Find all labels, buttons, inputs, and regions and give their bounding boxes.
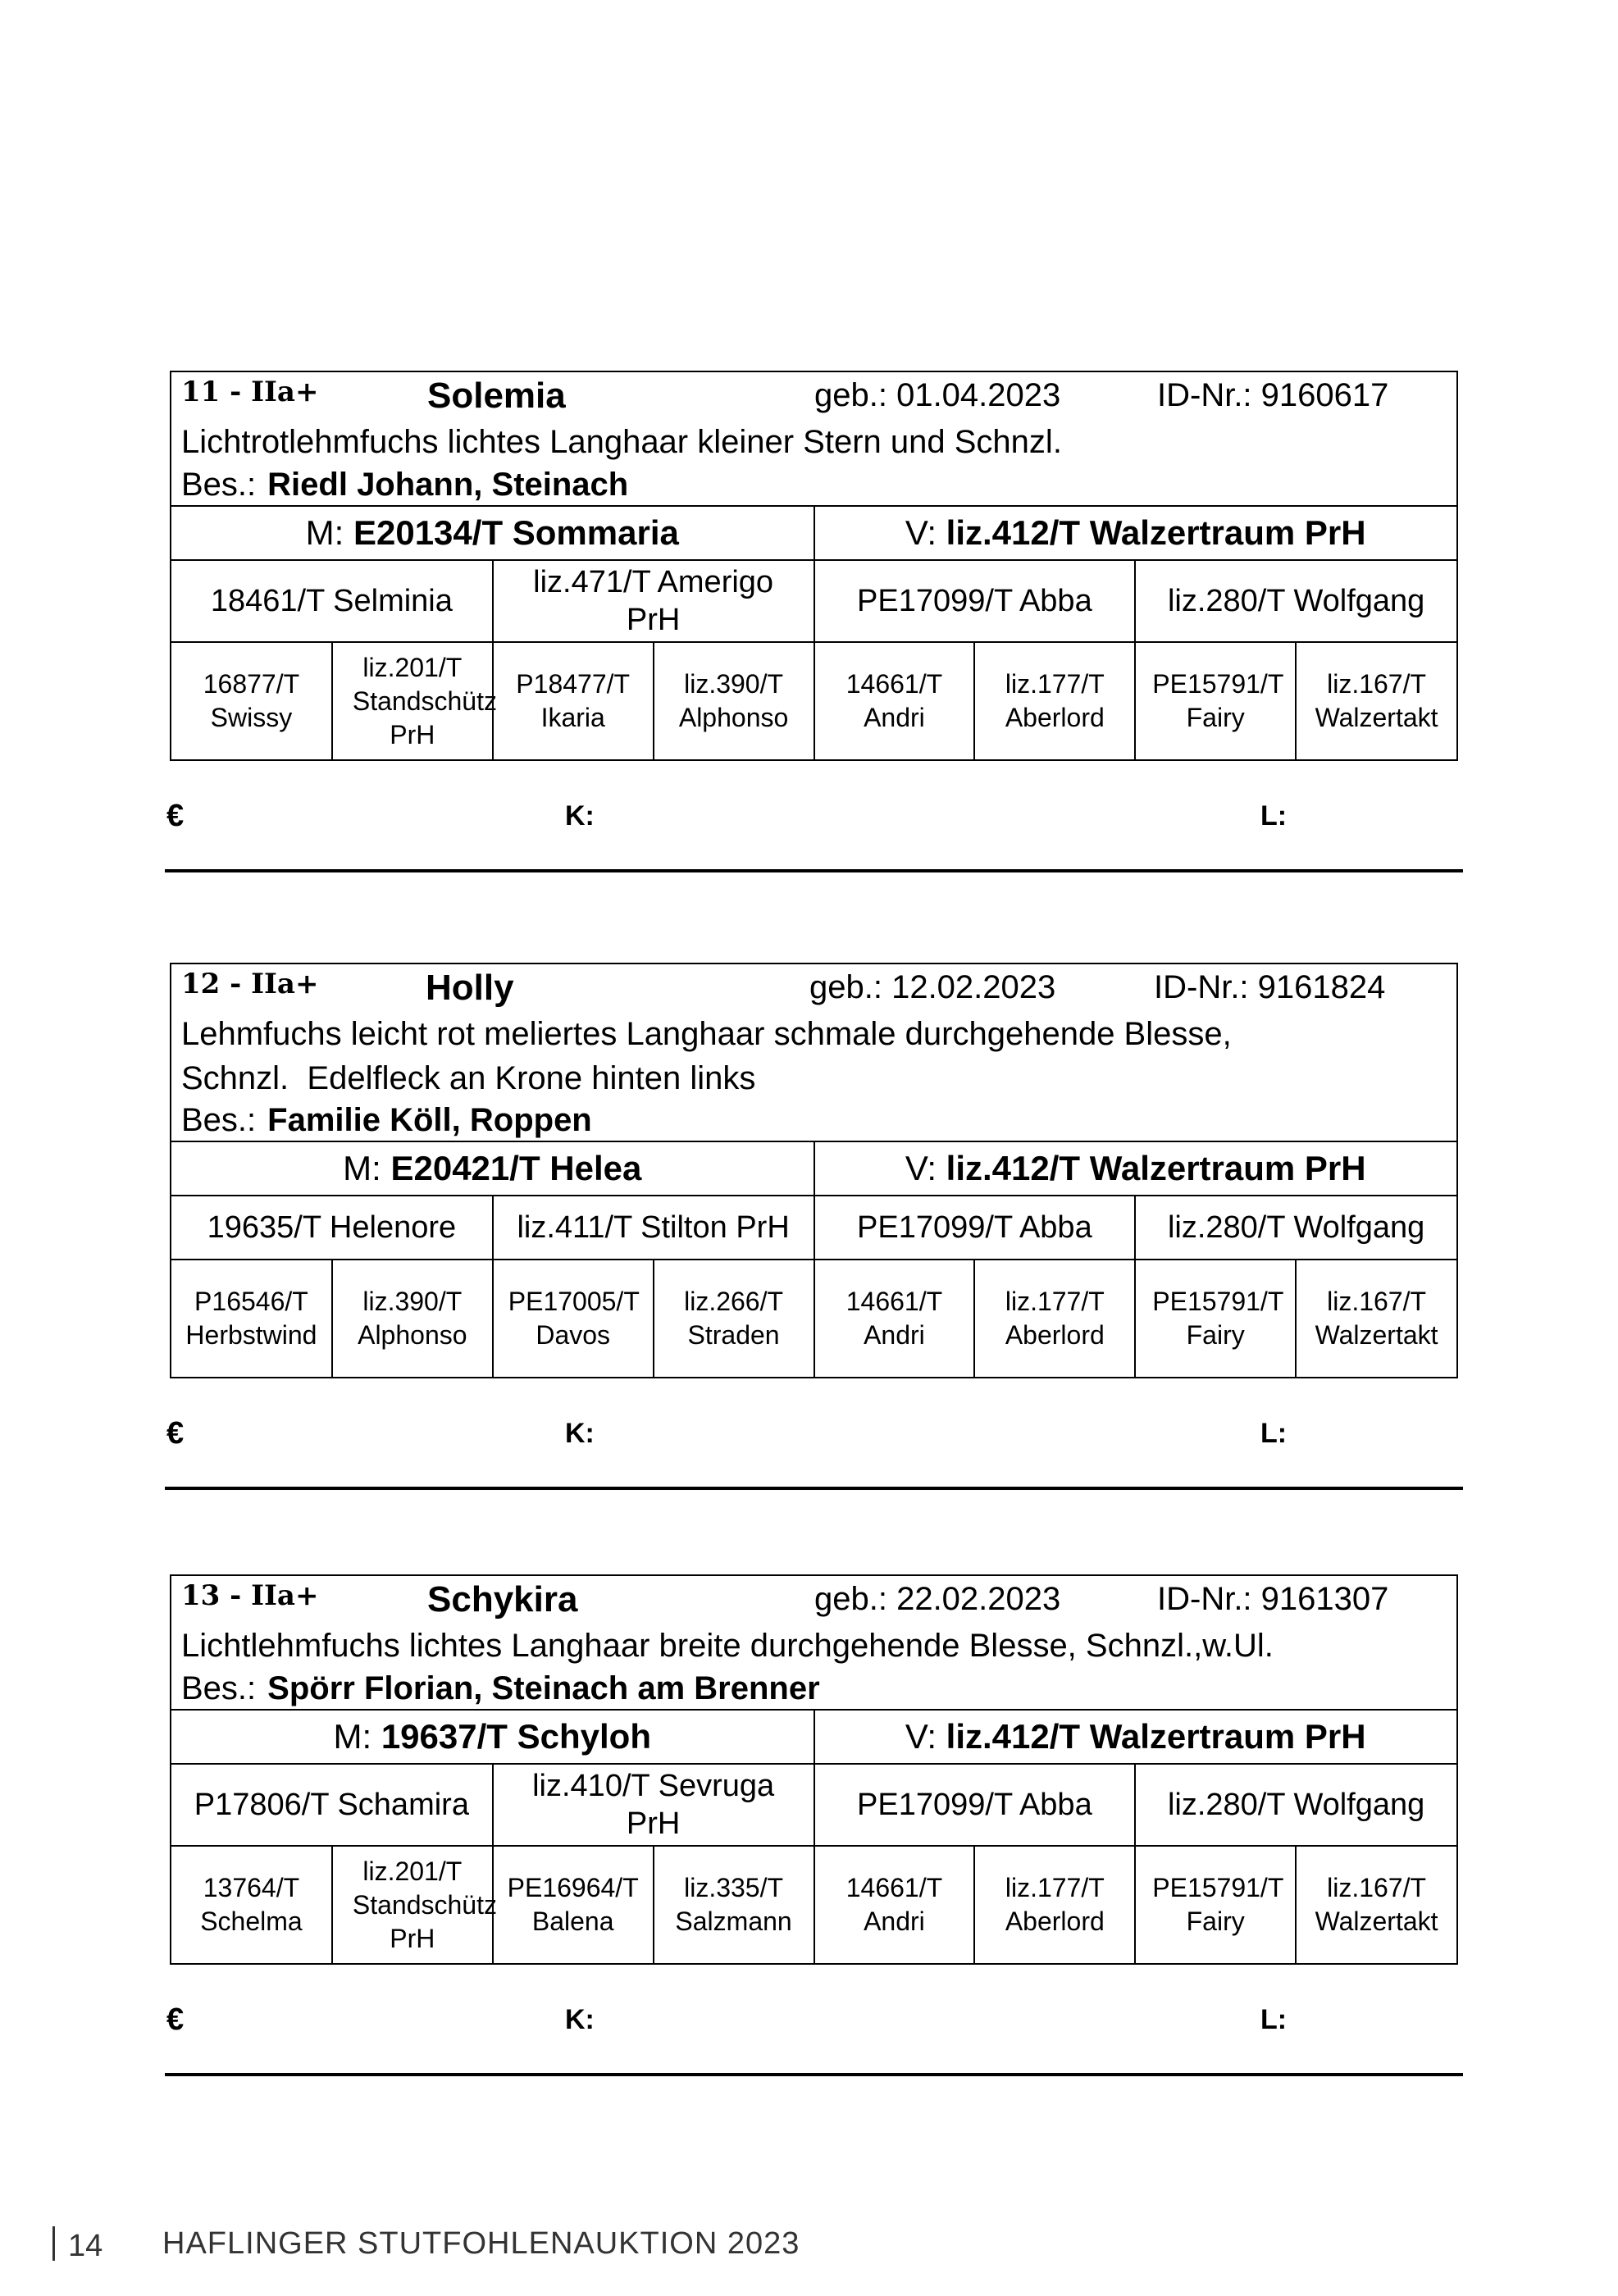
pedigree-cell: PE15791/T Fairy: [1135, 1846, 1296, 1963]
lot-number: 13 - IIa+: [181, 1579, 319, 1612]
dam-cell: M: E20134/T Sommaria: [171, 507, 814, 560]
pedigree-cell: liz.201/T Standschütz PrH: [332, 1846, 493, 1963]
pedigree-table: [171, 507, 1456, 759]
pedigree-cell: liz.177/T Aberlord: [974, 1846, 1135, 1963]
price-line: [166, 1965, 1458, 2080]
horse-name: Holly: [426, 968, 514, 1008]
pedigree-cell: PE17099/T Abba: [814, 1196, 1136, 1260]
pedigree-cell: P18477/T Ikaria: [493, 642, 654, 759]
euro-label: €: [166, 2002, 185, 2037]
dam-cell: M: 19637/T Schyloh: [171, 1711, 814, 1764]
entry-card: [170, 1574, 1458, 1965]
id-number: ID-Nr.: 9161307: [1157, 1581, 1389, 1617]
price-line: [166, 761, 1458, 876]
sire-cell: V: liz.412/T Walzertraum PrH: [814, 1142, 1457, 1196]
divider: [165, 1487, 1463, 1490]
pedigree-cell: liz.471/T Amerigo PrH: [493, 560, 814, 642]
dam-cell: M: E20421/T Helea: [171, 1142, 814, 1196]
id-number: ID-Nr.: 9161824: [1154, 969, 1386, 1005]
description: Lichtlehmfuchs lichtes Langhaar breite durchgehende Blesse, Schnzl.,w.Ul.: [181, 1628, 1274, 1664]
pedigree-cell: liz.280/T Wolfgang: [1135, 560, 1456, 642]
pedigree-cell: PE15791/T Fairy: [1135, 642, 1296, 759]
owner-line: Bes.: Riedl Johann, Steinach: [181, 467, 629, 503]
pedigree-cell: liz.201/T Standschütz PrH: [332, 642, 493, 759]
pedigree-cell: PE17099/T Abba: [814, 560, 1136, 642]
pedigree-cell: liz.390/T Alphonso: [654, 642, 814, 759]
sire-cell: V: liz.412/T Walzertraum PrH: [814, 507, 1457, 560]
k-label: K:: [565, 800, 595, 831]
owner-name: Familie Köll, Roppen: [267, 1102, 592, 1138]
l-label: L:: [1260, 2004, 1288, 2035]
pedigree-table: [171, 1142, 1456, 1377]
euro-label: €: [166, 1416, 185, 1451]
publication-title: HAFLINGER STUTFOHLENAUKTION 2023: [162, 2226, 800, 2261]
auction-entry-12: [166, 963, 1458, 1493]
pedigree-cell: PE17099/T Abba: [814, 1764, 1136, 1846]
entry-header: [171, 372, 1456, 507]
owner-name: Riedl Johann, Steinach: [267, 467, 629, 503]
pedigree-cell: P16546/T Herbstwind: [171, 1260, 332, 1377]
pedigree-cell: 19635/T Helenore: [171, 1196, 493, 1260]
id-number: ID-Nr.: 9160617: [1157, 377, 1389, 413]
lot-number: 11 - IIa+: [181, 376, 319, 408]
horse-name: Schykira: [427, 1579, 578, 1620]
pedigree-cell: liz.167/T Walzertakt: [1296, 1846, 1456, 1963]
pedigree-cell: liz.266/T Straden: [654, 1260, 814, 1377]
owner-line: Bes.: Familie Köll, Roppen: [181, 1102, 592, 1138]
owner-name: Spörr Florian, Steinach am Brenner: [267, 1670, 820, 1706]
price-line: [166, 1378, 1458, 1493]
birth-date: geb.: 22.02.2023: [814, 1581, 1061, 1617]
entry-header: [171, 1576, 1456, 1711]
owner-line: Bes.: Spörr Florian, Steinach am Brenner: [181, 1670, 820, 1706]
euro-label: €: [166, 799, 185, 833]
divider: [165, 2073, 1463, 2076]
entry-card: [170, 963, 1458, 1378]
pedigree-cell: liz.280/T Wolfgang: [1135, 1196, 1456, 1260]
pedigree-cell: liz.410/T Sevruga PrH: [493, 1764, 814, 1846]
k-label: K:: [565, 2004, 595, 2035]
pedigree-cell: 14661/T Andri: [814, 1846, 975, 1963]
sire-cell: V: liz.412/T Walzertraum PrH: [814, 1711, 1457, 1764]
pedigree-cell: liz.335/T Salzmann: [654, 1846, 814, 1963]
birth-date: geb.: 01.04.2023: [814, 377, 1061, 413]
auction-entry-13: [166, 1574, 1458, 2080]
pedigree-table: [171, 1711, 1456, 1963]
l-label: L:: [1260, 1418, 1288, 1449]
page-number-bar: [52, 2226, 55, 2261]
birth-date: geb.: 12.02.2023: [809, 969, 1056, 1005]
pedigree-cell: liz.177/T Aberlord: [974, 642, 1135, 759]
pedigree-cell: liz.411/T Stilton PrH: [493, 1196, 814, 1260]
pedigree-cell: 13764/T Schelma: [171, 1846, 332, 1963]
entry-card: [170, 371, 1458, 761]
auction-entry-11: [166, 371, 1458, 876]
entry-header: [171, 964, 1456, 1142]
pedigree-cell: PE15791/T Fairy: [1135, 1260, 1296, 1377]
pedigree-cell: liz.167/T Walzertakt: [1296, 1260, 1456, 1377]
description: Lichtrotlehmfuchs lichtes Langhaar kleiner Stern und Schnzl.: [181, 424, 1062, 460]
pedigree-cell: liz.390/T Alphonso: [332, 1260, 493, 1377]
horse-name: Solemia: [427, 376, 566, 416]
k-label: K:: [565, 1418, 595, 1449]
pedigree-cell: 14661/T Andri: [814, 1260, 975, 1377]
divider: [165, 869, 1463, 872]
pedigree-cell: liz.167/T Walzertakt: [1296, 642, 1456, 759]
l-label: L:: [1260, 800, 1288, 831]
pedigree-cell: PE16964/T Balena: [493, 1846, 654, 1963]
pedigree-cell: PE17005/T Davos: [493, 1260, 654, 1377]
pedigree-cell: 18461/T Selminia: [171, 560, 493, 642]
page-number: 14: [52, 2226, 103, 2264]
pedigree-cell: P17806/T Schamira: [171, 1764, 493, 1846]
pedigree-cell: liz.177/T Aberlord: [974, 1260, 1135, 1377]
pedigree-cell: liz.280/T Wolfgang: [1135, 1764, 1456, 1846]
lot-number: 12 - IIa+: [181, 968, 319, 1000]
pedigree-cell: 14661/T Andri: [814, 642, 975, 759]
pedigree-cell: 16877/T Swissy: [171, 642, 332, 759]
description: Lehmfuchs leicht rot meliertes Langhaar schmale durchgehende Blesse, Schnzl. Edelfleck an Krone hinten links: [181, 1016, 1232, 1096]
